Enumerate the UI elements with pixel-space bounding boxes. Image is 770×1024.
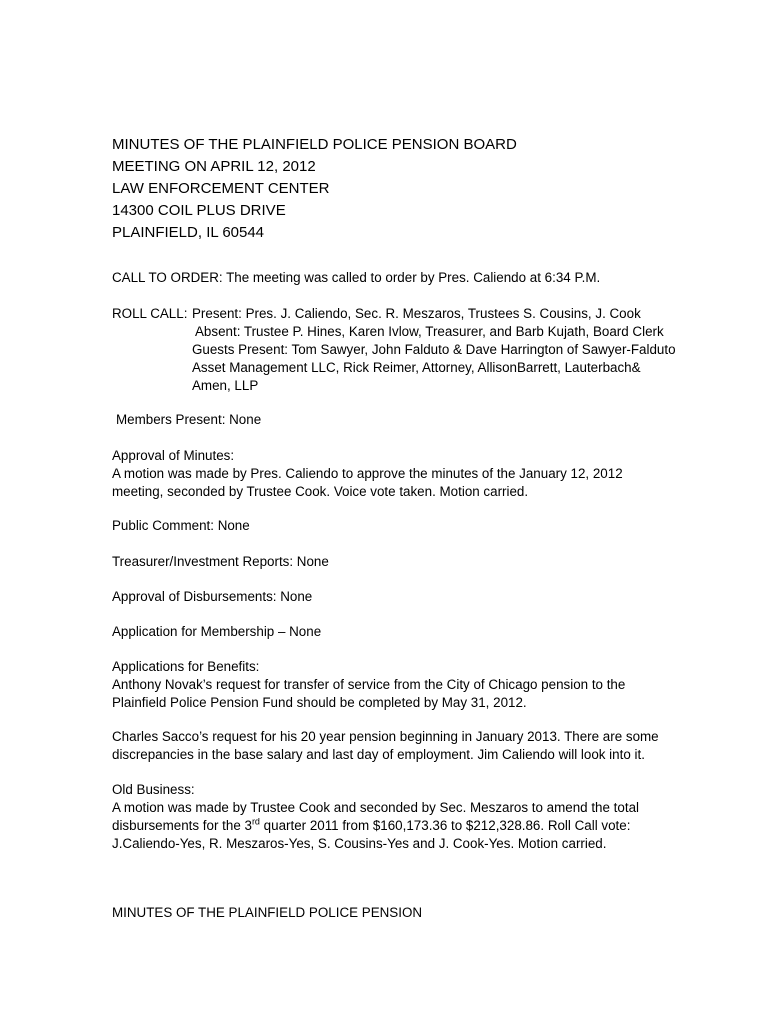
guests-line-3: Amen, LLP <box>192 378 259 393</box>
guests-line-1: Tom Sawyer, John Falduto & Dave Harrington of Sawyer-Falduto <box>288 342 676 357</box>
title-line-3: LAW ENFORCEMENT CENTER <box>112 180 330 197</box>
approval-of-minutes <box>112 447 722 501</box>
benefits-label: Applications for Benefits: <box>112 659 260 674</box>
footer-title: MINUTES OF THE PLAINFIELD POLICE PENSION <box>112 905 423 920</box>
old-business <box>112 781 722 853</box>
approval-minutes-label: Approval of Minutes: <box>112 448 235 463</box>
members-present-text: : None <box>221 412 262 427</box>
benefits-p2-line-1: Charles Sacco’s request for his 20 year pension beginning in January 2013. There are some <box>112 729 659 744</box>
absent-label: Absent: <box>195 324 241 339</box>
roll-call-label <box>112 305 192 323</box>
old-business-line-2b: quarter 2011 from $160,173.36 to $212,328.86. Roll Call vote: <box>259 818 631 833</box>
application-membership: Application for Membership – None <box>112 624 322 639</box>
guests-label: Guests Present: <box>192 342 289 357</box>
old-business-label: Old Business: <box>112 782 195 797</box>
benefits-p1-line-1: Anthony Novak’s request for transfer of service from the City of Chicago pension to the <box>112 677 626 692</box>
old-business-line-2 <box>112 817 722 835</box>
benefits-paragraph-2 <box>112 728 722 764</box>
old-business-line-3: J.Caliendo-Yes, R. Meszaros-Yes, S. Cousins-Yes and J. Cook-Yes. Motion carried. <box>112 836 607 851</box>
approval-disbursements: Approval of Disbursements: None <box>112 589 313 604</box>
approval-minutes-line-1: A motion was made by Pres. Caliendo to approve the minutes of the January 12, 2012 <box>112 466 623 481</box>
roll-call-absent <box>195 323 725 341</box>
roll-call-present <box>192 305 722 323</box>
present-text: Pres. J. Caliendo, Sec. R. Meszaros, Trustees S. Cousins, J. Cook <box>241 306 641 321</box>
treasurer-reports: Treasurer/Investment Reports: None <box>112 554 329 569</box>
benefits-p1-line-2: Plainfield Police Pension Fund should be completed by May 31, 2012. <box>112 695 527 710</box>
title-line-5: PLAINFIELD, IL 60544 <box>112 224 265 241</box>
members-present-label: Members Present <box>116 412 222 427</box>
title-line-4: 14300 COIL PLUS DRIVE <box>112 202 286 219</box>
roll-call-guests <box>192 341 722 395</box>
title-line-1: MINUTES OF THE PLAINFIELD POLICE PENSION BOARD <box>112 136 517 153</box>
call-to-order-label: CALL TO ORDER: <box>112 270 223 285</box>
members-present <box>116 411 726 429</box>
title-line-2: MEETING ON APRIL 12, 2012 <box>112 158 316 175</box>
roll-call-label-text: ROLL CALL: <box>112 306 188 321</box>
approval-minutes-line-2: meeting, seconded by Trustee Cook. Voice vote taken. Motion carried. <box>112 484 529 499</box>
public-comment-label: Public Comment: <box>112 518 214 533</box>
benefits-p2-line-2: discrepancies in the base salary and last day of employment. Jim Caliendo will look into it. <box>112 747 645 762</box>
old-business-line-2a: disbursements for the 3 <box>112 818 252 833</box>
present-label: Present: <box>192 306 242 321</box>
applications-for-benefits <box>112 658 722 712</box>
guests-line-2: Asset Management LLC, Rick Reimer, Attorney, AllisonBarrett, Lauterbach& <box>192 360 641 375</box>
public-comment-text: None <box>213 518 250 533</box>
call-to-order <box>112 269 722 287</box>
ordinal-suffix: rd <box>251 816 260 827</box>
document-title <box>112 134 722 244</box>
call-to-order-text: The meeting was called to order by Pres. Caliendo at 6:34 P.M. <box>222 270 601 285</box>
public-comment <box>112 517 722 535</box>
old-business-line-1: A motion was made by Trustee Cook and seconded by Sec. Meszaros to amend the total <box>112 800 639 815</box>
absent-text: Trustee P. Hines, Karen Ivlow, Treasurer, and Barb Kujath, Board Clerk <box>240 324 664 339</box>
